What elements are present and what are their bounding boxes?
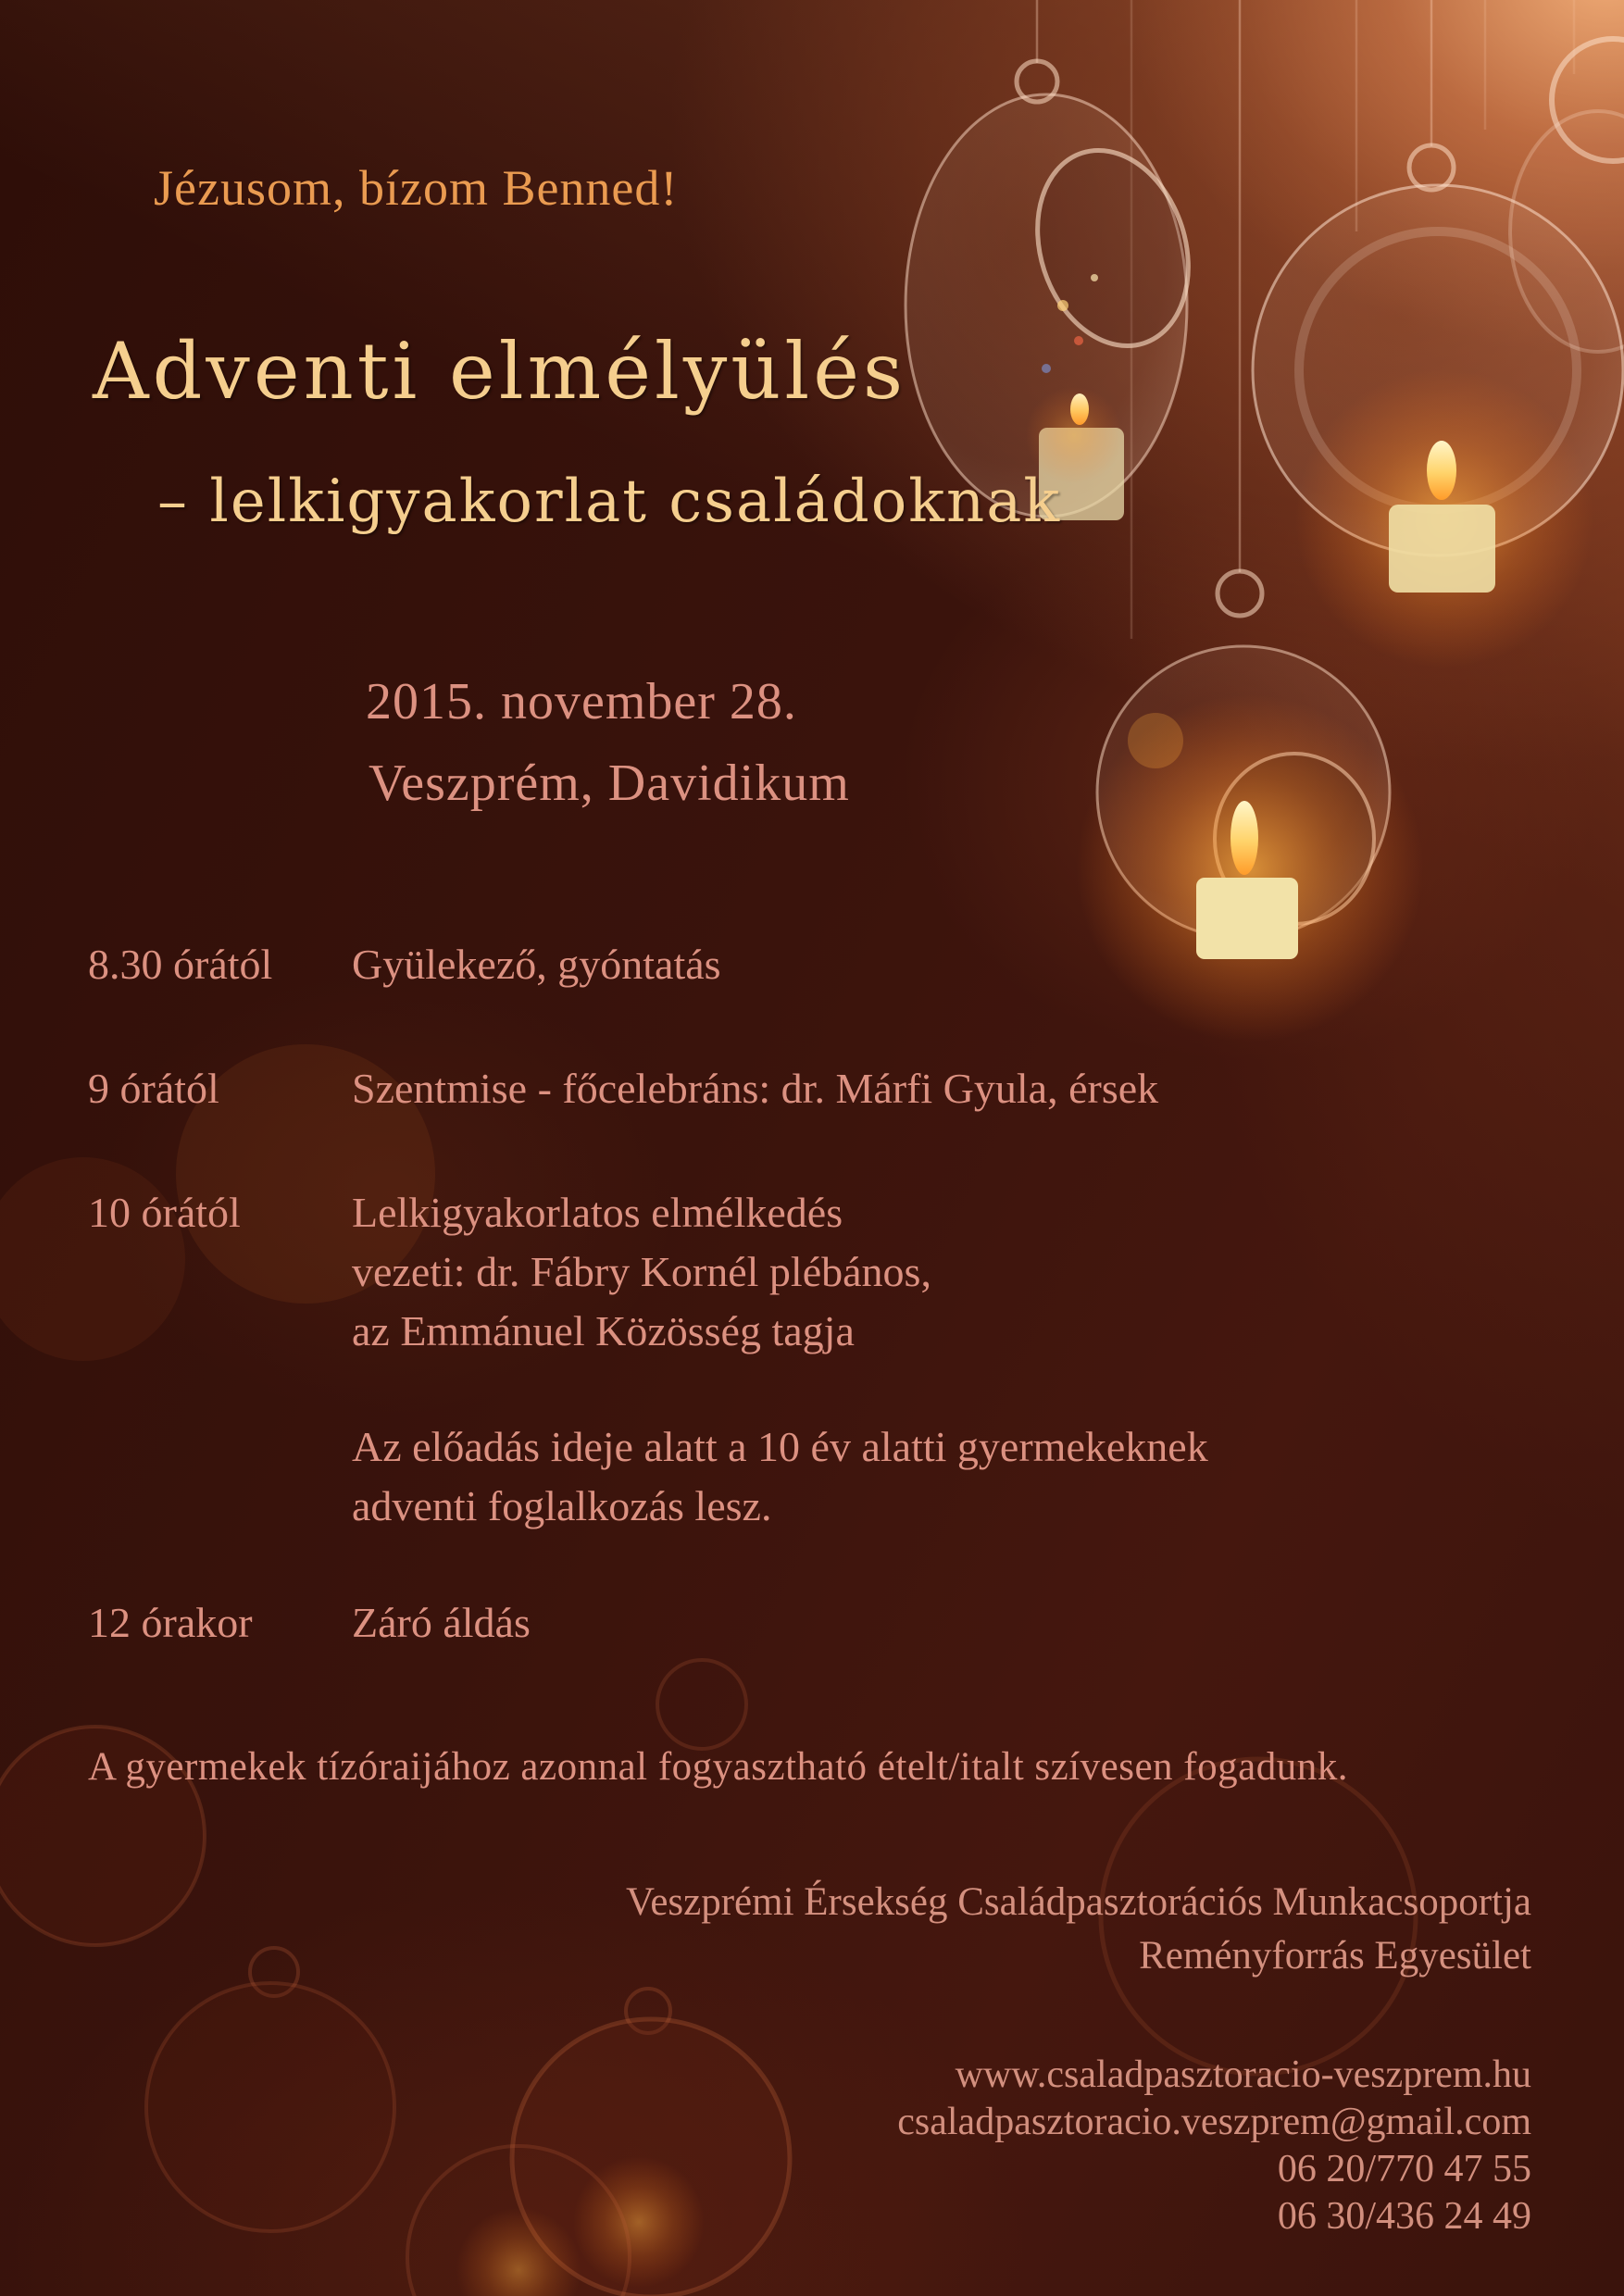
children-snack-note: A gyermekek tízóraijához azonnal fogyasztható ételt/italt szívesen fogadunk. — [88, 1745, 1348, 1789]
phone-text: 06 20/770 47 55 — [1277, 2148, 1531, 2190]
schedule-desc-line: Záró áldás — [352, 1599, 531, 1646]
schedule-desc-line: Lelkigyakorlatos elmélkedés — [352, 1189, 843, 1236]
poster-title: Adventi elmélyülés — [93, 326, 907, 417]
schedule-desc-line: Gyülekező, gyóntatás — [352, 941, 721, 988]
event-date: 2015. november 28. — [366, 673, 797, 730]
poster-subtitle: – lelkigyakorlat családoknak — [157, 468, 1062, 536]
schedule-desc — [352, 1593, 531, 1653]
glass-bauble-icon — [1510, 39, 1624, 352]
schedule-row — [88, 935, 721, 994]
schedule-desc — [352, 1059, 1158, 1118]
schedule-time: 8.30 órától — [88, 941, 273, 988]
schedule-desc-line: az Emmánuel Közösség tagja — [352, 1307, 855, 1354]
schedule-desc-line: Szentmise - főcelebráns: dr. Márfi Gyula, érsek — [352, 1065, 1159, 1112]
schedule-time — [88, 1417, 352, 1536]
schedule-time: 10 órától — [88, 1189, 241, 1236]
schedule-row — [88, 1183, 931, 1361]
email-text: csaladpasztoracio.veszprem@gmail.com — [897, 2101, 1531, 2143]
schedule-time: 12 órakor — [88, 1599, 253, 1646]
schedule-row — [88, 1059, 1158, 1118]
schedule-desc — [352, 1417, 1208, 1536]
schedule-desc — [352, 935, 721, 994]
organizer-line: Reményforrás Egyesület — [1139, 1934, 1531, 1978]
schedule-row — [88, 1593, 531, 1653]
contact-info — [897, 2052, 1531, 2240]
schedule-desc — [352, 1183, 931, 1361]
website-text: www.csaladpasztoracio-veszprem.hu — [955, 2053, 1531, 2096]
schedule-row — [88, 1417, 1208, 1536]
event-location: Veszprém, Davidikum — [369, 755, 850, 812]
schedule-desc-line: adventi foglalkozás lesz. — [352, 1482, 772, 1529]
schedule-time: 9 órától — [88, 1065, 219, 1112]
organizers — [626, 1876, 1531, 1983]
motto-text: Jézusom, bízom Benned! — [154, 160, 679, 216]
schedule-desc-line: Az előadás ideje alatt a 10 év alatti gyermekeknek — [352, 1423, 1208, 1470]
schedule-desc-line: vezeti: dr. Fábry Kornél plébános, — [352, 1248, 931, 1295]
glass-bauble-icon — [906, 61, 1213, 520]
phone-text: 06 30/436 24 49 — [1277, 2195, 1531, 2238]
organizer-line: Veszprémi Érsekség Családpasztorációs Munkacsoportja — [626, 1880, 1531, 1924]
